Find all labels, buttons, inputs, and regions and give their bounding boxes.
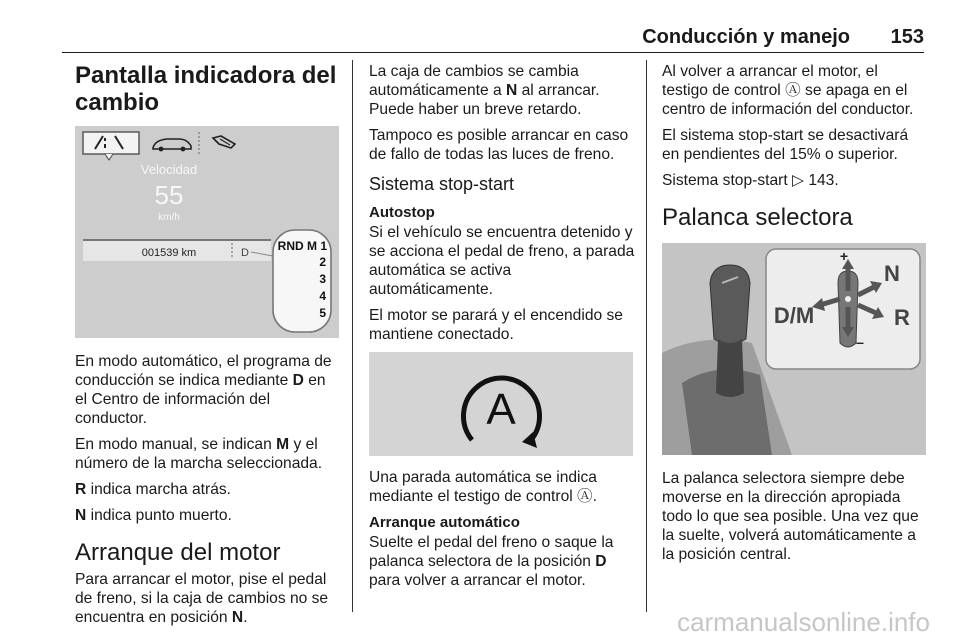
paragraph: Suelte el pedal del freno o saque la palanca selectora de la posición D para volver a arrancar el motor. [369,534,614,589]
paragraph: La palanca selectora siempre debe moverse en la dirección apropiada todo lo que sea posible. Una vez que la suelte, volverá automáticamente a la posición central. [662,470,919,563]
paragraph: En modo manual, se indican M y el número de la marcha seleccionada. [75,436,323,472]
paragraph: R indica marcha atrás. [75,481,232,498]
speed-label: Velocidad [140,162,198,177]
column-3 [662,62,928,571]
label-n: N [884,261,900,286]
page-number: 153 [890,26,924,48]
paragraph: N indica punto muerto. [75,507,232,524]
column-1 [75,62,341,634]
speed-unit: km/h [158,212,180,223]
label-r: R [894,305,910,330]
paragraph: Sistema stop-start ▷ 143. [662,172,839,189]
speed-value: 55 [154,180,184,210]
page-header [0,0,960,52]
column-divider [352,60,353,612]
subheading-autostop: Autostop [369,204,435,221]
paragraph: Si el vehículo se encuentra detenido y se acciona el pedal de freno, a parada automática se activa automáticamente. [369,224,635,298]
paragraph: Para arrancar el motor, pise el pedal de freno, si la caja de cambios no se encuentra en posición N. [75,571,329,626]
autostop-figure [369,352,633,456]
paragraph: La caja de cambios se cambia automáticamente a N al arrancar. Puede haber un breve retardo. [369,63,600,118]
heading-stop-start: Sistema stop-start [369,174,515,194]
header-rule [62,52,924,53]
paragraph: Al volver a arrancar el motor, el testigo de control Ⓐ se apaga en el centro de información del conductor. [662,63,914,118]
section-title: Conducción y manejo [642,26,850,48]
subheading-auto-start: Arranque automático [369,514,520,531]
selector-lever-illustration [662,243,926,455]
gear-display-figure [75,126,339,338]
paragraph: En modo automático, el programa de conducción se indica mediante D en el Centro de información del conductor. [75,353,332,427]
autostop-letter: A [486,385,516,434]
paragraph: El sistema stop-start se desactivará en pendientes del 15% o superior. [662,127,909,163]
gear-display-illustration [75,126,339,338]
heading-gear-display: Pantalla indicadora del cambio [75,62,337,116]
label-minus: – [856,334,864,350]
autostop-icon [369,352,633,456]
paragraph: El motor se parará y el encendido se mantiene conectado. [369,307,623,343]
paragraph: Una parada automática se indica mediante el testigo de control Ⓐ. [369,469,597,505]
gear-2: 2 [319,255,326,269]
gear-5: 5 [319,306,326,320]
selector-lever-figure [662,243,926,455]
gear-row: RND M 1 [277,239,327,253]
gear-4: 4 [319,289,326,303]
column-2 [369,62,635,597]
heading-engine-start: Arranque del motor [75,539,281,566]
watermark: carmanualsonline.info [677,607,930,637]
column-divider [646,60,647,612]
paragraph: Tampoco es posible arrancar en caso de fallo de todas las luces de freno. [369,127,629,163]
gear-indicator-small: D [241,247,249,259]
label-dm: D/M [773,303,815,328]
road-icon-box [83,132,139,154]
label-plus: + [839,248,849,264]
heading-selector-lever: Palanca selectora [662,204,853,231]
odometer: 001539 km [141,247,197,259]
gear-3: 3 [319,272,326,286]
